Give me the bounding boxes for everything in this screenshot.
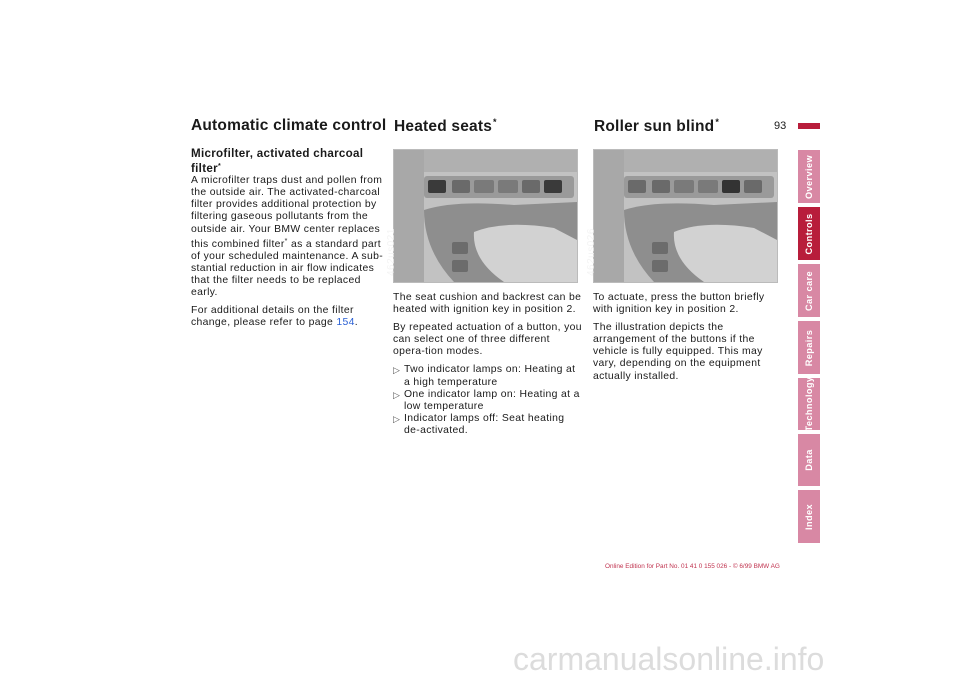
tab-controls[interactable]: Controls	[798, 207, 820, 260]
triangle-bullet-icon: ▷	[393, 365, 401, 376]
list-item: ▷ Two indicator lamps on: Heating at a high temperature	[393, 364, 576, 388]
asterisk-mark: *	[493, 117, 497, 127]
subheading-microfilter: Microfilter, activated charcoal filter*	[191, 147, 364, 175]
triangle-bullet-icon: ▷	[393, 413, 401, 424]
tab-overview[interactable]: Overview	[798, 150, 820, 203]
paragraph-microfilter: A microfilter traps dust and pollen from the outside air. The activated-charcoal filter provides additional protection by filtering gaseous pollutants from the outside air. Your BMW center replaces this combined filter* as a standard part of your scheduled maintenance. A sub-stantial reduction in air flow indicates that the filter needs to be replaced early.	[191, 175, 384, 299]
column-heated-seats	[393, 292, 583, 437]
tab-technology[interactable]: Technology	[798, 378, 820, 430]
tab-index[interactable]: Index	[798, 490, 820, 543]
asterisk-mark: *	[715, 117, 720, 127]
paragraph-seat-heating: The seat cushion and backrest can be heated with ignition key in position 2.	[393, 292, 582, 316]
paragraph-filter-change: For additional details on the filter change, please refer to page 154.	[191, 305, 358, 329]
watermark: carmanualsonline.info	[513, 641, 825, 677]
photo-code-label: 462us021	[386, 228, 397, 276]
photo-code-label: 462us026	[586, 228, 597, 276]
page-link-154[interactable]: 154	[336, 317, 355, 329]
photo-heated-seat-buttons	[386, 149, 578, 283]
console-illustration	[594, 150, 777, 282]
paragraph-arrangement: The illustration depicts the arrangement of the buttons if the vehicle is fully equipped. This may vary, depending on the equipment actually installed.	[593, 322, 763, 382]
section-title-climate: Automatic climate control	[191, 117, 387, 134]
mode-list	[393, 364, 583, 437]
section-title-sun-blind: Roller sun blind*	[594, 117, 720, 135]
footer-edition-note: Online Edition for Part No. 01 41 0 155 026 - © 6/99 BMW AG	[605, 563, 780, 570]
tab-car-care[interactable]: Car care	[798, 264, 820, 317]
paragraph-actuate: To actuate, press the button briefly with ignition key in position 2.	[593, 292, 765, 316]
page-number: 93	[774, 120, 787, 132]
page-number-bar	[798, 123, 820, 129]
photo-sun-blind-button	[586, 149, 778, 283]
list-item: ▷ One indicator lamp on: Heating at a low temperature	[393, 388, 580, 412]
paragraph-operation-modes: By repeated actuation of a button, you can select one of three different opera-tion modes.	[393, 322, 582, 358]
console-illustration	[394, 150, 577, 282]
column-climate	[191, 148, 383, 335]
column-sun-blind	[593, 292, 783, 389]
tab-repairs[interactable]: Repairs	[798, 321, 820, 374]
triangle-bullet-icon: ▷	[393, 389, 401, 400]
section-title-heated-seats: Heated seats*	[394, 117, 497, 135]
tab-data[interactable]: Data	[798, 434, 820, 486]
list-item: ▷ Indicator lamps off: Seat heating de-activated.	[393, 412, 565, 436]
